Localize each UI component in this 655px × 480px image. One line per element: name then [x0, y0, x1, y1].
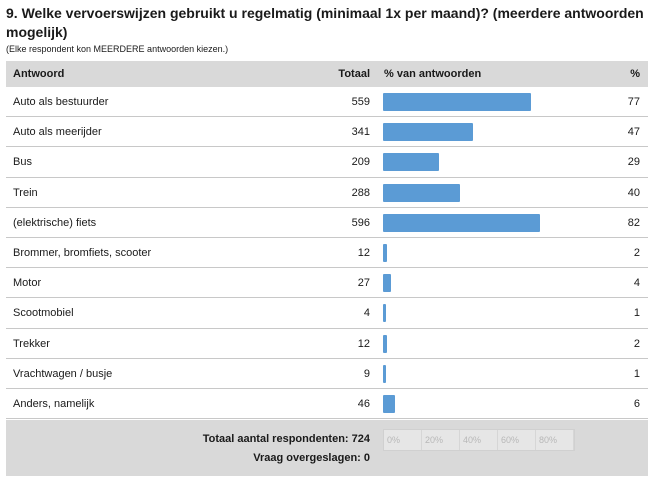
answer-total: 596 — [351, 216, 370, 229]
answer-label: Brommer, bromfiets, scooter — [13, 246, 152, 259]
question-subtitle: (Elke respondent kon MEERDERE antwoorden kiezen.) — [6, 44, 229, 54]
table-row — [6, 117, 648, 147]
answer-percent: 2 — [633, 246, 640, 259]
answer-percent: 1 — [633, 367, 640, 380]
answer-bar — [383, 123, 473, 141]
answer-total: 559 — [351, 96, 370, 108]
answer-label: Scootmobiel — [13, 307, 74, 320]
answer-percent: 4 — [633, 277, 640, 290]
answer-percent: 29 — [627, 156, 640, 169]
answer-bar — [383, 153, 439, 171]
scale-tick: 60% — [498, 430, 536, 450]
answer-total: 12 — [357, 246, 370, 259]
table-row — [6, 178, 648, 208]
answer-percent: 77 — [627, 96, 640, 108]
header-answer: Antwoord — [13, 68, 65, 80]
header-pct-of-answers: % van antwoorden — [384, 68, 482, 80]
answer-total: 209 — [351, 156, 370, 169]
table-row — [6, 389, 648, 419]
answer-label: Anders, namelijk — [13, 397, 95, 410]
answer-total: 27 — [357, 277, 370, 290]
percent-scale — [383, 429, 575, 451]
table-row — [6, 298, 648, 328]
answer-percent: 6 — [633, 397, 640, 410]
question-title: 9. Welke vervoerswijzen gebruikt u regelmatig (minimaal 1x per maand)? (meerdere antwoorden mogelijk) — [6, 5, 644, 40]
table-header — [6, 61, 648, 87]
table-row — [6, 208, 648, 238]
table-row — [6, 268, 648, 298]
answer-bar — [383, 274, 391, 292]
answer-bar — [383, 304, 386, 322]
answer-label: Bus — [13, 156, 32, 169]
answer-percent: 1 — [633, 307, 640, 320]
answer-total: 288 — [351, 186, 370, 199]
answer-percent: 47 — [627, 126, 640, 139]
answer-total: 46 — [357, 397, 370, 410]
table-row — [6, 147, 648, 177]
table-row — [6, 329, 648, 359]
scale-tick: 80% — [536, 430, 574, 450]
answer-bar — [383, 335, 387, 353]
answer-bar — [383, 214, 540, 232]
answer-total: 12 — [357, 337, 370, 350]
answer-bar — [383, 184, 460, 202]
answer-total: 9 — [363, 367, 370, 380]
answer-percent: 2 — [633, 337, 640, 350]
table-footer — [6, 420, 648, 476]
table-row — [6, 87, 648, 117]
answer-total: 341 — [351, 126, 370, 139]
table-row — [6, 359, 648, 389]
header-total: Totaal — [338, 68, 370, 80]
answer-label: Motor — [13, 277, 42, 290]
answer-label: Vrachtwagen / busje — [13, 367, 113, 380]
answer-bar — [383, 93, 531, 111]
answer-label: Auto als meerijder — [13, 126, 102, 139]
header-pct: % — [630, 68, 640, 80]
skipped-count: Vraag overgeslagen: 0 — [253, 452, 370, 464]
respondents-total: Totaal aantal respondenten: 724 — [202, 433, 370, 445]
results-table — [6, 87, 648, 419]
answer-percent: 40 — [627, 186, 640, 199]
answer-label: Trein — [13, 186, 38, 199]
answer-total: 4 — [363, 307, 370, 320]
scale-tick: 0% — [384, 430, 422, 450]
answer-bar — [383, 365, 386, 383]
answer-bar — [383, 395, 395, 413]
answer-bar — [383, 244, 387, 262]
answer-label: Auto als bestuurder — [13, 96, 109, 108]
table-row — [6, 238, 648, 268]
scale-tick: 20% — [422, 430, 460, 450]
answer-label: Trekker — [13, 337, 50, 350]
scale-tick: 40% — [460, 430, 498, 450]
answer-label: (elektrische) fiets — [13, 216, 97, 229]
answer-percent: 82 — [627, 216, 640, 229]
